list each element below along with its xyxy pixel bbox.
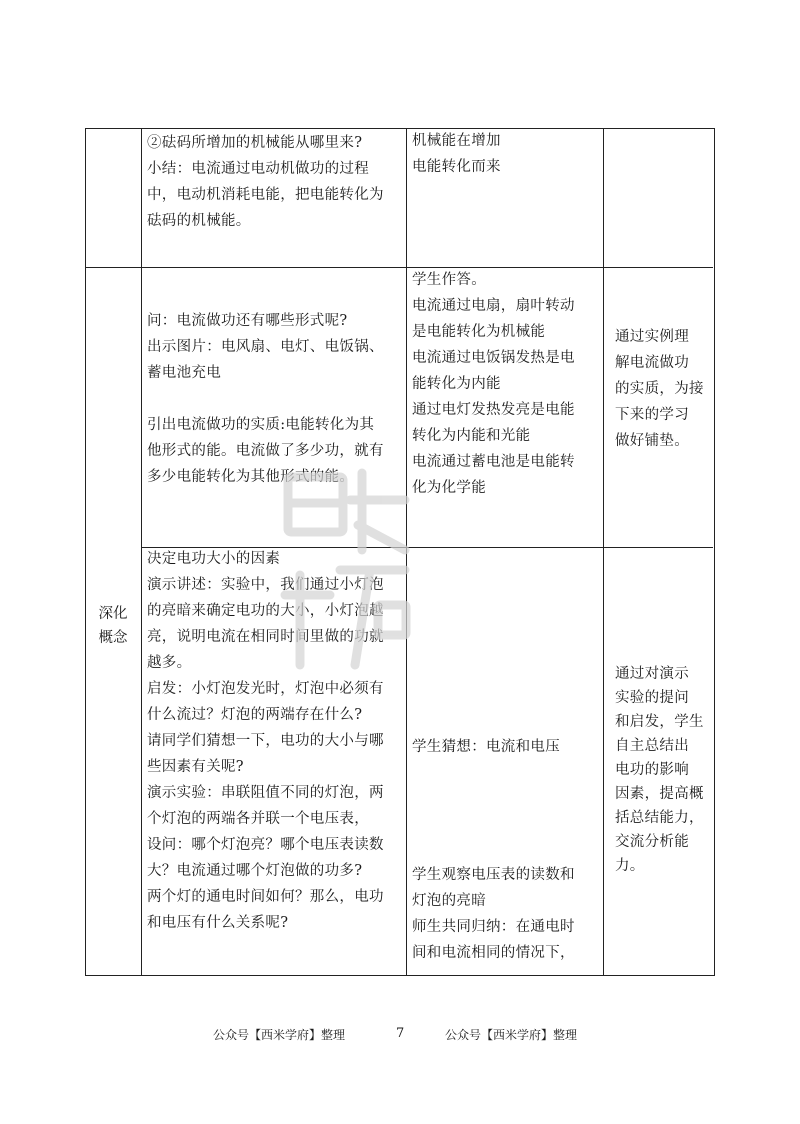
text-line: 转化为内能和光能 — [412, 428, 531, 444]
text-line: 学生作答。 — [412, 272, 486, 288]
page-number: 7 — [396, 1026, 405, 1041]
text-line: 解电流做功 — [615, 355, 689, 371]
row2-purpose-cell — [615, 324, 713, 454]
text-line: 机械能在增加 — [412, 133, 501, 149]
text-line: 个灯泡的两端各并联一个电压表， — [147, 811, 369, 827]
lesson-plan-table — [85, 128, 715, 976]
text-line: 引出电流做功的实质:电能转化为其 — [147, 417, 375, 433]
text-line: 大？电流通过哪个灯泡做的功多? — [147, 863, 363, 879]
text-line: 小结：电流通过电动机做功的过程 — [147, 161, 369, 177]
row3-student-observe — [412, 862, 602, 966]
text-line: 电流通过电饭锅发热是电 — [412, 350, 575, 366]
text-line: 学生观察电压表的读数和 — [412, 867, 575, 883]
text-line: 演示讲述：实验中，我们通过小灯泡 — [147, 577, 384, 593]
text-line: 括总结能力， — [615, 810, 704, 826]
column-divider — [141, 128, 142, 976]
text-line: 通过对演示 — [615, 666, 689, 682]
footer-left: 公众号【西米学府】整理 — [213, 1028, 346, 1042]
text-line: 砝码的机械能。 — [147, 213, 251, 229]
text-line: 通过电灯发热发亮是电能 — [412, 402, 575, 418]
row3-teacher-cell — [147, 546, 403, 936]
text-line: 学生猜想：电流和电压 — [412, 739, 560, 755]
footer-right: 公众号【西米学府】整理 — [445, 1028, 578, 1042]
text-line: 出示图片：电风扇、电灯、电饭锅、 — [147, 339, 384, 355]
text-line: 实验的提问 — [615, 690, 689, 706]
text-line: 请同学们猜想一下，电功的大小与哪 — [147, 733, 384, 749]
text-line: 灯泡的亮暗 — [412, 893, 486, 909]
text-line: 电流通过蓄电池是电能转 — [412, 454, 575, 470]
row2-student-cell — [412, 267, 602, 501]
column-divider — [406, 128, 407, 976]
text-line: 问：电流做功还有哪些形式呢? — [147, 313, 348, 329]
row-divider — [85, 267, 713, 268]
text-line: 中，电动机消耗电能，把电能转化为 — [147, 187, 384, 203]
text-line: 因素，提高概 — [615, 786, 704, 802]
stage-label-line: 深化 — [98, 606, 128, 622]
text-line: 的实质，为接 — [615, 381, 704, 397]
text-line: 演示实验：串联阻值不同的灯泡，两 — [147, 785, 384, 801]
row3-student-guess — [412, 734, 602, 760]
text-line: 能转化为内能 — [412, 376, 501, 392]
text-line: 电功的影响 — [615, 762, 689, 778]
row3-purpose-cell — [615, 662, 713, 878]
text-line: 电流通过电扇，扇叶转动 — [412, 298, 575, 314]
text-line: 设问：哪个灯泡亮？哪个电压表读数 — [147, 837, 384, 853]
text-line: 交流分析能 — [615, 834, 689, 850]
text-line: 电能转化而来 — [412, 159, 501, 175]
text-line: 亮，说明电流在相同时间里做的功就 — [147, 629, 384, 645]
row1-teacher-cell — [147, 130, 403, 234]
text-line: 师生共同归纳：在通电时 — [412, 919, 575, 935]
text-line: 化为化学能 — [412, 480, 486, 496]
text-line: 下来的学习 — [615, 407, 689, 423]
text-line: 启发：小灯泡发光时，灯泡中必须有 — [147, 681, 384, 697]
text-line: 是电能转化为机械能 — [412, 324, 546, 340]
stage-label-line: 概念 — [98, 630, 128, 646]
stage-label — [85, 602, 141, 650]
text-line: 和电压有什么关系呢? — [147, 915, 289, 931]
page-footer — [0, 1026, 800, 1046]
text-line: 的亮暗来确定电功的大小，小灯泡越 — [147, 603, 384, 619]
text-line: 越多。 — [147, 655, 192, 671]
text-line: 力。 — [615, 858, 645, 874]
text-line: 自主总结出 — [615, 738, 689, 754]
text-line: 多少电能转化为其他形式的能。 — [147, 469, 355, 485]
text-line: 些因素有关呢? — [147, 759, 244, 775]
text-line: 他形式的能。电流做了多少功，就有 — [147, 443, 384, 459]
row2-teacher-cell — [147, 308, 403, 490]
column-divider — [603, 128, 604, 976]
text-line: 蓄电池充电 — [147, 365, 221, 381]
text-line: 间和电流相同的情况下， — [412, 945, 575, 961]
text-line: ②砝码所增加的机械能从哪里来? — [147, 135, 363, 151]
row1-student-cell — [412, 128, 600, 180]
text-line: 两个灯的通电时间如何？那么，电功 — [147, 889, 384, 905]
text-line: 什么流过？灯泡的两端存在什么? — [147, 707, 363, 723]
text-line: 决定电功大小的因素 — [147, 551, 281, 567]
text-line: 通过实例理 — [615, 329, 689, 345]
text-line: 和启发，学生 — [615, 714, 704, 730]
text-line: 做好铺垫。 — [615, 433, 689, 449]
